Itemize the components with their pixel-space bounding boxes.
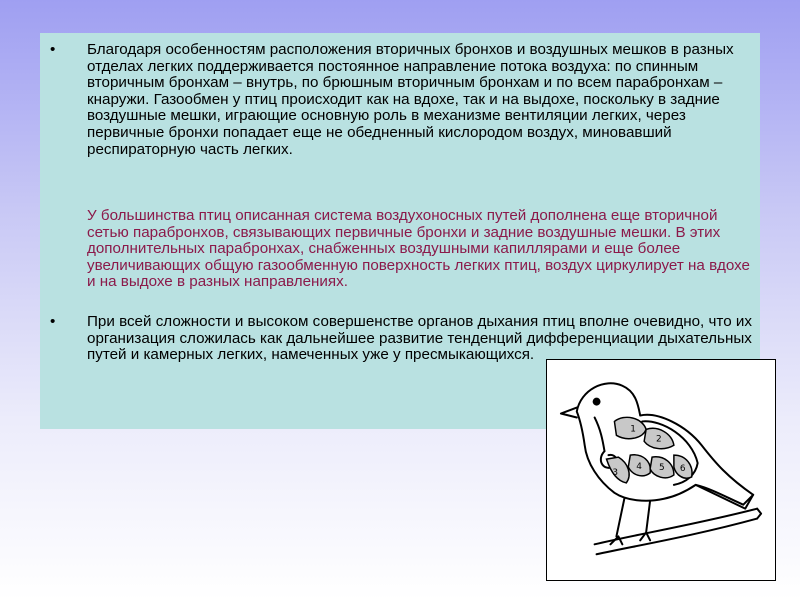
sac-label-2: 2 <box>656 434 662 445</box>
sac-label-6: 6 <box>679 463 686 474</box>
sac-label-3: 3 <box>612 467 619 478</box>
sac-label-5: 5 <box>659 463 665 473</box>
bullet-text: При всей сложности и высоком совершенстве органов дыхания птиц вполне очевидно, что их организация сложилась как дальнейшее развитие тенденций дифференциации дыхательных путей и камерных легких, намеченных уже у пресмыкающихся. <box>87 313 752 364</box>
beak <box>561 408 577 418</box>
branch <box>595 509 758 555</box>
bird-drawing <box>547 360 775 580</box>
bullet-text: Благодаря особенностям расположения вторичных бронхов и воздушных мешков в разных отделах легких поддерживается постоянное направление потока воздуха: по спинным вторичным бронхам – внутрь, по брюшным вторичным бронхам и по всем парабронхам – кнаружи. Газообмен у птиц происходит как на вдохе, так и на выдохе, поскольку в задние воздушные мешки, играющие основную роль в механизме вентиляции легких, через первичные бронхи попадает еще не обедненный кислородом воздух, миновавший респираторную часть легких. <box>87 41 734 158</box>
bullet-marker: • <box>50 41 56 58</box>
bird-air-sacs-figure <box>546 359 776 581</box>
bullet-text: У большинства птиц описанная система воздухоносных путей дополнена еще вторичной сетью парабронхов, связывающих первичные бронхи и задние воздушные мешки. В этих дополнительных парабронхах, снабженных воздушными капиллярами и еще более увеличивающих общую газообменную поверхность легких птиц, воздух циркулирует на вдохе и на выдохе в разных направлениях. <box>87 207 751 291</box>
sac-label-4: 4 <box>636 462 642 473</box>
eye <box>594 399 600 405</box>
bullet-marker: • <box>50 313 56 330</box>
trachea <box>595 417 605 451</box>
sac-label-1: 1 <box>630 424 636 435</box>
branch-end <box>757 509 761 519</box>
